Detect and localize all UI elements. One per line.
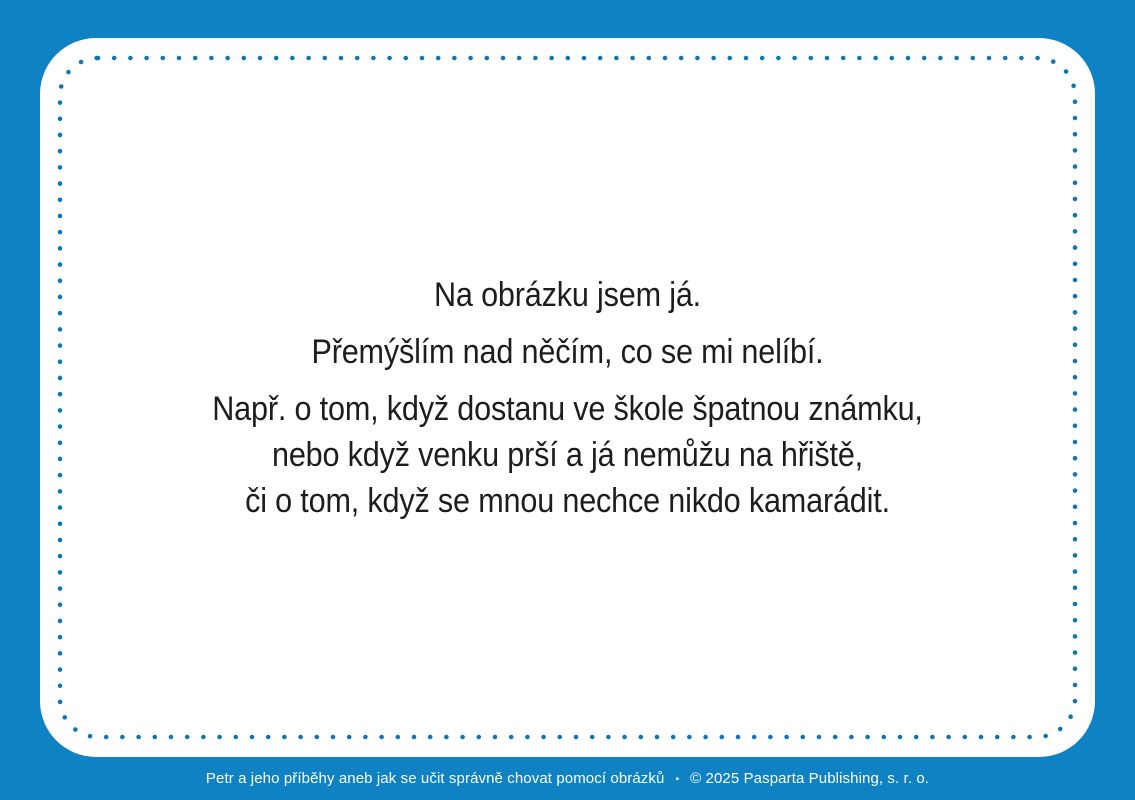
footer-series-title: Petr a jeho příběhy aneb jak se učit správně chovat pomocí obrázků <box>205 770 665 787</box>
footer-bar <box>0 757 1135 800</box>
card-line: Např. o tom, když dostanu ve škole špatnou známku, <box>212 389 923 428</box>
card-paragraph-3 <box>93 386 1043 524</box>
card-line: nebo když venku prší a já nemůžu na hřiště, <box>271 435 863 474</box>
card-paragraph-2 <box>93 329 1043 375</box>
card-line: Přemýšlím nad něčím, co se mi nelíbí. <box>311 332 824 371</box>
card-line: Na obrázku jsem já. <box>434 275 701 314</box>
story-card <box>40 38 1095 757</box>
card-line: či o tom, když se mnou nechce nikdo kamarádit. <box>245 481 890 520</box>
card-paragraph-1 <box>93 272 1043 318</box>
card-text-block <box>93 272 1043 524</box>
square-bullet-icon: ▪ <box>675 773 680 785</box>
footer-copyright: © 2025 Pasparta Publishing, s. r. o. <box>690 770 930 787</box>
